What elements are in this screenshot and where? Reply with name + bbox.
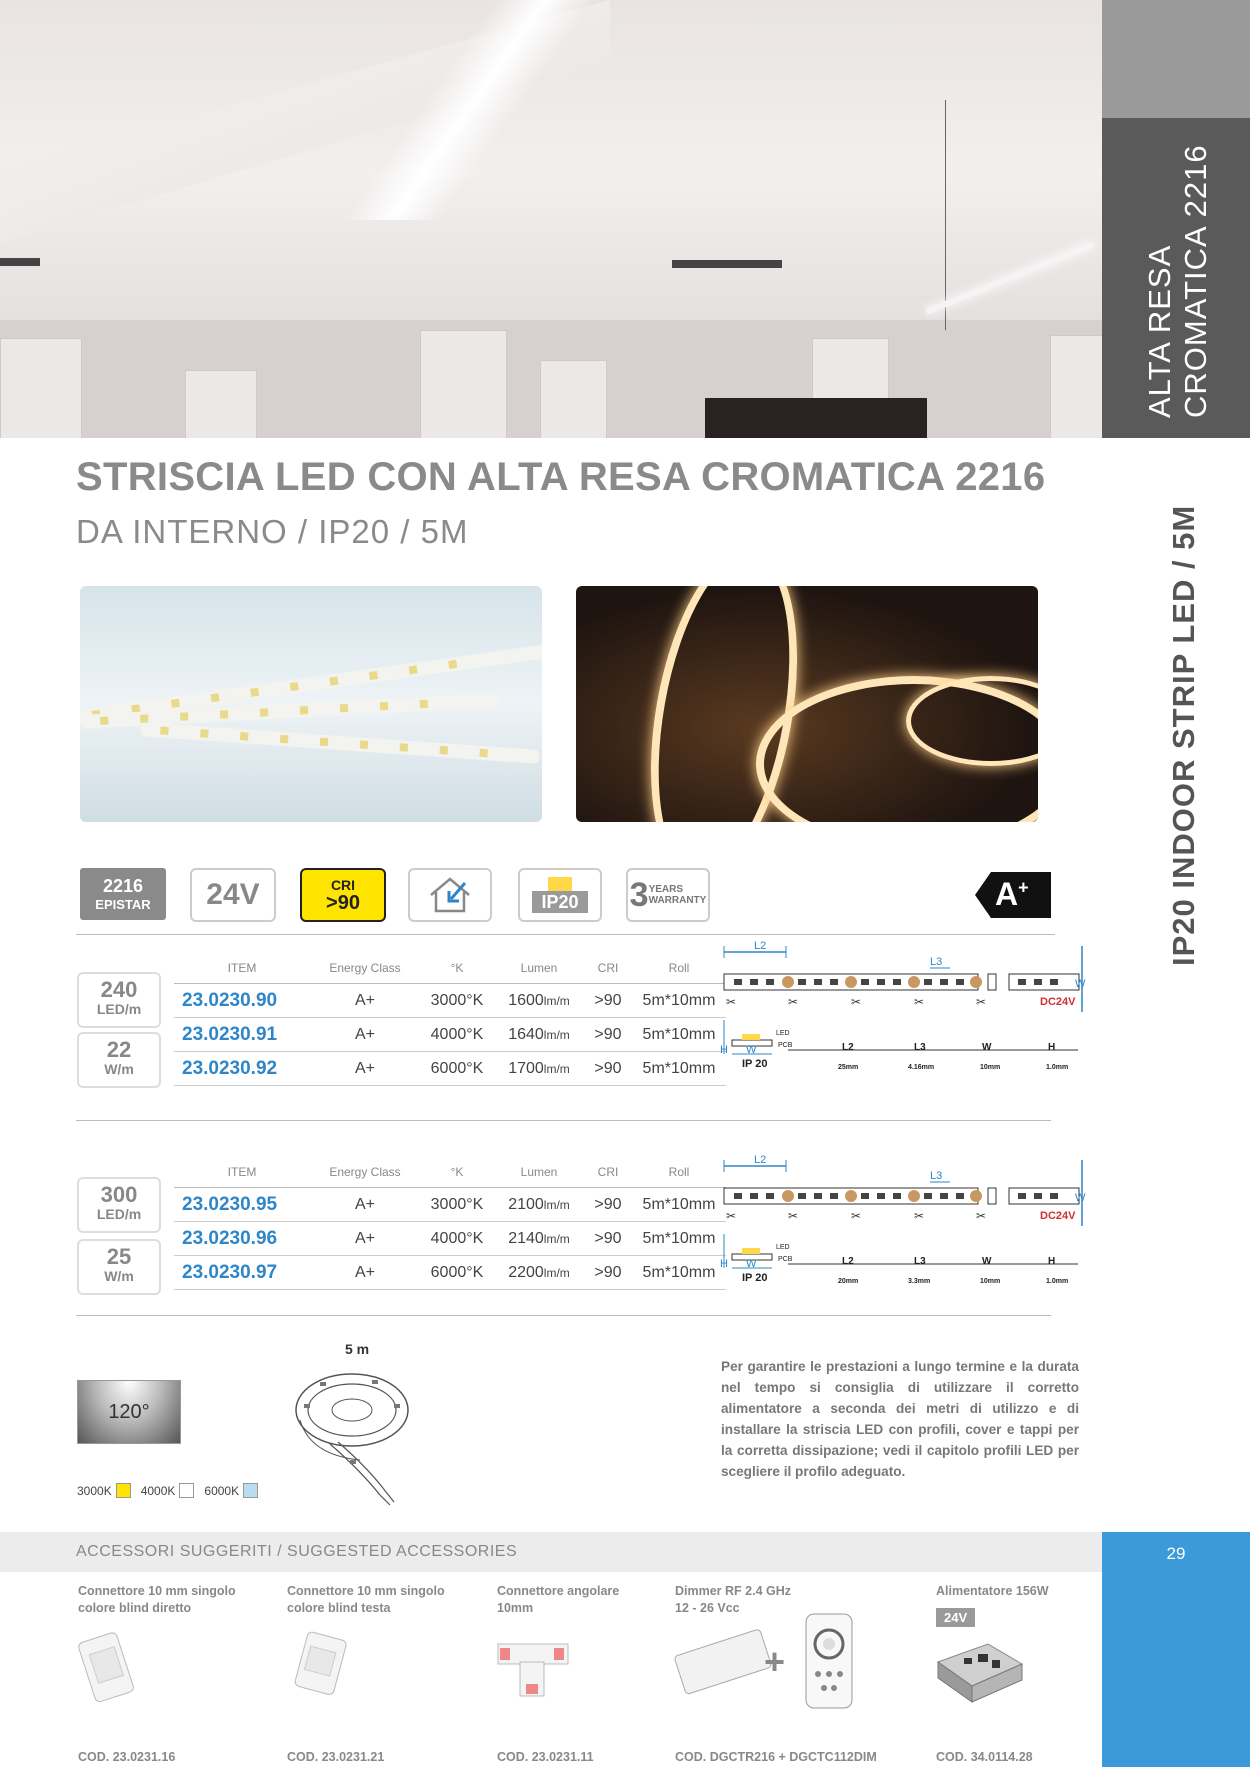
voltage-icon: 24V [190, 868, 276, 922]
category-line2: CROMATICA 2216 [1178, 144, 1213, 418]
accessory-code: COD. 23.0231.11 [497, 1750, 594, 1764]
epistar-badge: 2216 EPISTAR [80, 868, 166, 920]
swatch-4000k [179, 1483, 194, 1498]
accessory-name: Connettore 10 mm singolo colore blind diretto [78, 1584, 236, 1615]
accessories-title: ACCESSORI SUGGERITI / SUGGESTED ACCESSORIES [76, 1543, 518, 1560]
reel-length: 5 m [345, 1341, 370, 1357]
page-number: 29 [1166, 1544, 1186, 1563]
side-category-band [1102, 118, 1250, 438]
dimmer-kit-image [672, 1612, 872, 1712]
led-density-badge: 300 LED/m [77, 1177, 161, 1233]
swatch-3000k [116, 1483, 131, 1498]
svg-text:✂: ✂ [914, 995, 925, 1009]
divider [76, 934, 1055, 935]
corner-connector-image [494, 1632, 570, 1700]
swatch-6000k [243, 1483, 258, 1498]
table-row: 23.0230.96 A+ 4000°K 2140lm/m >90 5m*10mm [174, 1222, 726, 1256]
power-badge: 25 W/m [77, 1239, 161, 1295]
spec-table-300: ITEM Energy Class °K Lumen CRI Roll 23.0230.95 A+ 3000°K 2100lm/m >90 5m*10mm 23.0230.96 A+ 4000°K 2140lm/m >90 5m*10mm 23.0230.97 A+ 6000°K 2200lm/m >90 5m*10mm [174, 1157, 726, 1290]
side-band-page [1102, 1532, 1250, 1767]
accessory-name: Connettore 10 mm singolo colore blind testa [287, 1584, 445, 1615]
cri-icon: CRI >90 [300, 868, 386, 922]
led-density-badge: 240 LED/m [77, 972, 161, 1028]
divider [76, 1315, 1051, 1316]
reel-drawing [290, 1360, 440, 1510]
table-row: 23.0230.92 A+ 6000°K 1700lm/m >90 5m*10mm [174, 1052, 726, 1086]
svg-text:✂: ✂ [788, 1209, 799, 1223]
svg-text:✂: ✂ [788, 995, 799, 1009]
accessory-name: Connettore angolare 10mm [497, 1584, 620, 1615]
svg-text:✂: ✂ [851, 995, 862, 1009]
energy-class-aplus-icon: A+ [975, 872, 1051, 918]
accessory-code: COD. DGCTR216 + DGCTC112DIM [675, 1750, 877, 1764]
table-row: 23.0230.97 A+ 6000°K 2200lm/m >90 5m*10mm [174, 1256, 726, 1290]
table-row: 23.0230.91 A+ 4000°K 1640lm/m >90 5m*10mm [174, 1018, 726, 1052]
strip-drawing-240: ✂ ✂ ✂ ✂ ✂ L2 L3 W DC24V H W IP 20 PCB LED L2 L3 W H 25mm 4.16mm 10mm 1.0mm [720, 940, 1086, 1071]
power-badge: 22 W/m [77, 1032, 161, 1088]
warranty-icon: 3 YEARS WARRANTY [626, 868, 710, 922]
side-band-top [1102, 0, 1250, 118]
hero-photo [0, 0, 1102, 438]
accessory-name: Alimentatore 156W 24V [936, 1584, 1049, 1625]
svg-text:✂: ✂ [976, 995, 987, 1009]
ip20-icon: IP20 [518, 868, 602, 922]
divider [76, 1120, 1051, 1121]
strip-photo-off [80, 586, 542, 822]
color-temperature-legend: 3000K 4000K 6000K [77, 1483, 258, 1498]
svg-text:✂: ✂ [851, 1209, 862, 1223]
side-product-title: IP20 INDOOR STRIP LED / 5M [1166, 504, 1201, 966]
accessory-name: Dimmer RF 2.4 GHz 12 - 26 Vcc [675, 1584, 792, 1615]
page-subtitle: DA INTERNO / IP20 / 5M [76, 513, 469, 550]
spec-table-240: ITEM Energy Class °K Lumen CRI Roll 23.0230.90 A+ 3000°K 1600lm/m >90 5m*10mm 23.0230.91 A+ 4000°K 1640lm/m >90 5m*10mm 23.0230.92 A+ 6000°K 1700lm/m >90 5m*10mm [174, 953, 726, 1086]
power-supply-image [934, 1640, 1026, 1706]
accessory-code: COD. 23.0231.16 [78, 1750, 176, 1764]
installation-note: Per garantire le prestazioni a lungo termine e la durata nel tempo si consiglia di utilizzare il corretto alimentatore a seconda dei metri di utilizzo e di installare la striscia LED con profili, cover e tappi per la corretta dissipazione; vedi il capitolo profili LED per scegliere il profilo adeguato. [721, 1359, 1079, 1479]
strip-drawing-300: ✂ ✂ ✂ ✂ ✂ L2 L3 W DC24V H W IP 20 PCB LED L2 L3 W H 20mm 3.3mm 10mm 1.0mm [720, 1154, 1086, 1285]
svg-text:✂: ✂ [976, 1209, 987, 1223]
indoor-house-icon [408, 868, 492, 922]
page-title: STRISCIA LED CON ALTA RESA CROMATICA 2216 [76, 455, 1046, 499]
accessory-code: COD. 23.0231.21 [287, 1750, 385, 1764]
strip-photo-on [576, 586, 1038, 822]
svg-text:✂: ✂ [726, 1209, 737, 1223]
svg-text:+: + [764, 1641, 786, 1682]
connector-head-image [288, 1626, 358, 1704]
accessory-code: COD. 34.0114.28 [936, 1750, 1033, 1764]
connector-direct-image [78, 1626, 148, 1704]
category-line1: ALTA RESA [1142, 244, 1177, 418]
beam-angle-icon: 120° [77, 1380, 181, 1444]
svg-text:✂: ✂ [914, 1209, 925, 1223]
table-row: 23.0230.95 A+ 3000°K 2100lm/m >90 5m*10mm [174, 1188, 726, 1222]
svg-text:✂: ✂ [726, 995, 737, 1009]
table-row: 23.0230.90 A+ 3000°K 1600lm/m >90 5m*10mm [174, 984, 726, 1018]
